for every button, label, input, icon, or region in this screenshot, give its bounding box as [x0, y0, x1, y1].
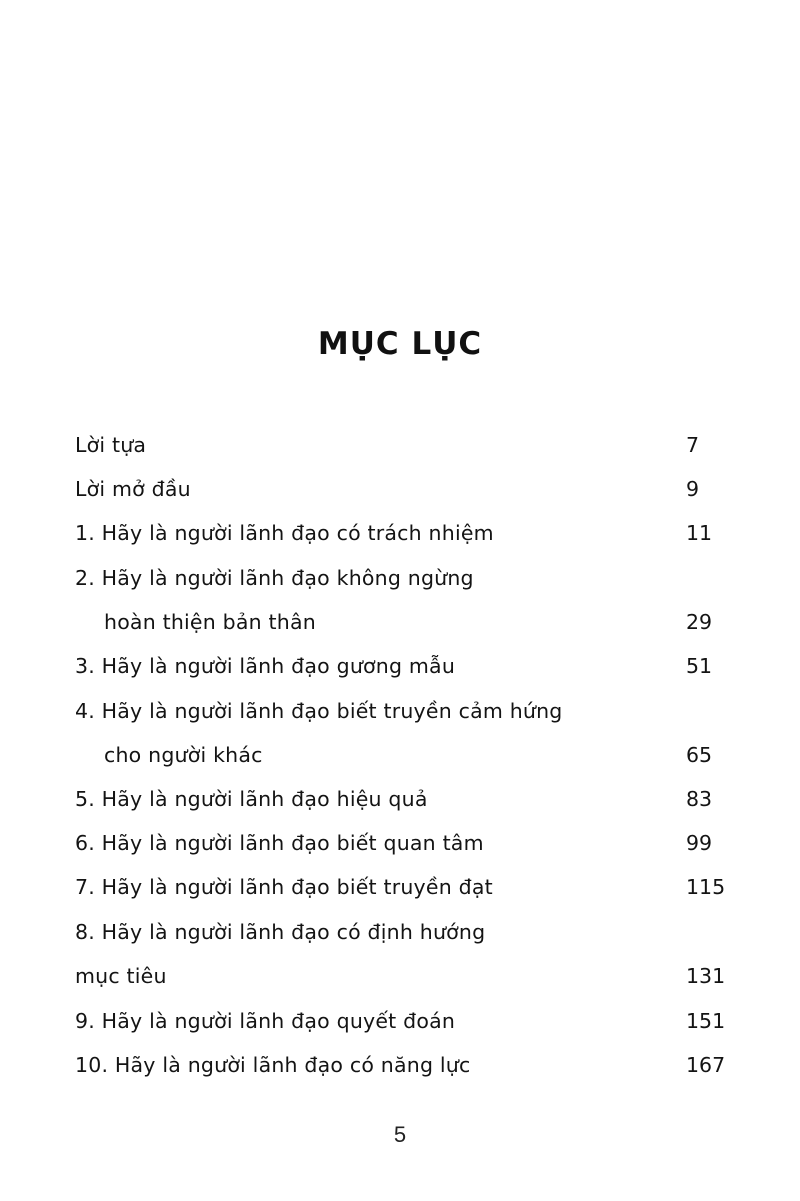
toc-entry-label: 1. Hãy là người lãnh đạo có trách nhiệm	[75, 521, 494, 545]
toc-entry-label: 7. Hãy là người lãnh đạo biết truyền đạt	[75, 875, 493, 899]
toc-entry-page: 51	[686, 654, 713, 678]
toc-entry-page: 115	[686, 875, 726, 899]
toc-entry-label: 5. Hãy là người lãnh đạo hiệu quả	[75, 787, 428, 811]
toc-entry	[0, 915, 800, 955]
toc-entry-label: 4. Hãy là người lãnh đạo biết truyền cảm hứng	[75, 699, 563, 723]
toc-entry	[0, 428, 800, 468]
toc-entry	[0, 649, 800, 689]
toc-entry-label: mục tiêu	[75, 964, 167, 988]
toc-entry-continuation	[0, 738, 800, 778]
toc-entry-page: 11	[686, 521, 713, 545]
toc-entry-page: 167	[686, 1053, 726, 1077]
toc-entry-label: 9. Hãy là người lãnh đạo quyết đoán	[75, 1009, 456, 1033]
toc-entry-label: Lời mở đầu	[75, 477, 191, 501]
toc-entry-label: cho người khác	[104, 743, 263, 767]
toc-entry-page: 29	[686, 610, 713, 634]
toc-entry-page: 9	[686, 477, 700, 501]
page-number: 5	[393, 1122, 407, 1147]
toc-entry-page: 7	[686, 433, 700, 457]
toc-entry-label: 8. Hãy là người lãnh đạo có định hướng	[75, 920, 486, 944]
toc-entry-label: Lời tựa	[75, 433, 147, 457]
toc-entry-page: 151	[686, 1009, 726, 1033]
toc-entry-continuation	[0, 959, 800, 999]
toc-entry-page: 131	[686, 964, 726, 988]
toc-entry	[0, 694, 800, 734]
toc-entry	[0, 1048, 800, 1088]
toc-entry-label: 2. Hãy là người lãnh đạo không ngừng	[75, 566, 474, 590]
toc-entry-page: 99	[686, 831, 713, 855]
toc-entry	[0, 472, 800, 512]
toc-entry-label: 6. Hãy là người lãnh đạo biết quan tâm	[75, 831, 484, 855]
toc-entry-page: 83	[686, 787, 713, 811]
toc-entry-label: hoàn thiện bản thân	[104, 610, 316, 634]
toc-entry	[0, 1004, 800, 1044]
toc-entry	[0, 870, 800, 910]
toc-entry	[0, 826, 800, 866]
toc-entry-label: 10. Hãy là người lãnh đạo có năng lực	[75, 1053, 471, 1077]
toc-entry	[0, 516, 800, 556]
toc-entry	[0, 561, 800, 601]
page-title: MỤC LỤC	[317, 326, 483, 362]
toc-entry-continuation	[0, 605, 800, 645]
toc-entry-page: 65	[686, 743, 713, 767]
toc-entry-label: 3. Hãy là người lãnh đạo gương mẫu	[75, 654, 456, 678]
toc-entry	[0, 782, 800, 822]
